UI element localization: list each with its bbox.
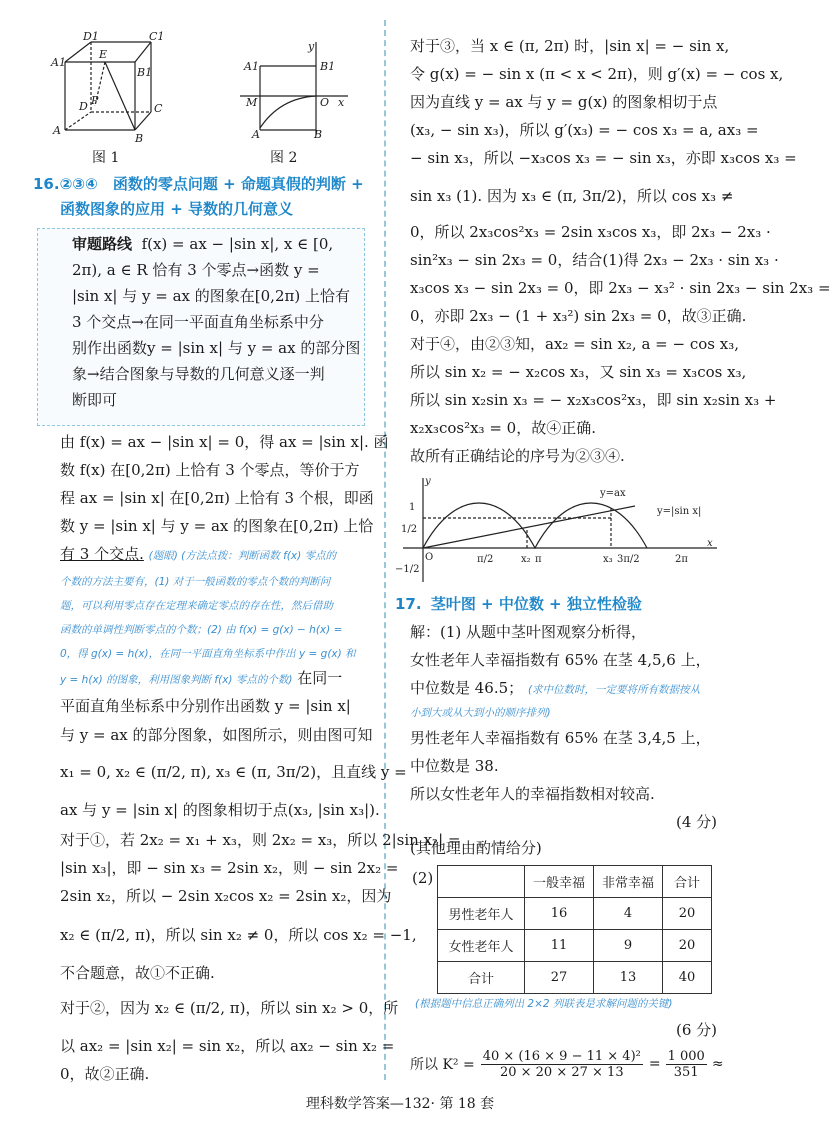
fig2-label-A: A <box>252 128 260 141</box>
body3-line-7: sin²x₃ − sin 2x₃ = 0，结合(1)得 2x₃ − 2x₃ · sin x₃ · <box>410 251 779 269</box>
k2-fraction <box>481 1049 643 1080</box>
q17-line2-1: 中位数是 38. <box>410 757 499 775</box>
q16-number: 16. <box>33 175 60 193</box>
table-cell: 13 <box>594 962 663 994</box>
body3-line-12: 所以 sin x₂sin x₃ = − x₂x₃cos²x₃，即 sin x₂sin x₃ + <box>410 391 777 409</box>
note-line-2: 函数的单调性判断零点的个数；(2) 由 f(x) = g(x) − h(x) = <box>60 624 343 636</box>
sine-line-graph <box>395 474 725 584</box>
q17-line2-2: 所以女性老年人的幸福指数相对较高. <box>410 785 655 803</box>
body2-line-5: |sin x₃|，即 − sin x₃ = 2sin x₂，则 − sin 2x₂ = <box>60 859 399 877</box>
graph-ytick-neg-half: −1/2 <box>395 564 420 575</box>
body2-line-0: 平面直角坐标系中分别作出函数 y = |sin x| <box>60 697 351 715</box>
fig2-label-M: M <box>246 96 258 109</box>
graph-xtick-pi-2: π/2 <box>477 554 494 565</box>
body1-last: 有 3 个交点. <box>60 545 144 563</box>
q17-line-1: 女性老年人幸福指数有 65% 在茎 4,5,6 上， <box>410 651 711 669</box>
fig2-label-B1: B1 <box>320 60 336 73</box>
graph-ytick-half: 1/2 <box>401 524 418 535</box>
route-text-0: f(x) = ax − |sin x|, x ∈ [0, <box>141 235 334 253</box>
q17-note-a: (求中位数时，一定要将所有数据按从 <box>527 684 701 696</box>
body3-line-11: 所以 sin x₂ = − x₂cos x₃，又 sin x₃ = x₃cos x₃, <box>410 363 747 381</box>
fig1-label-E: E <box>99 48 108 61</box>
fig1-label-D1: D1 <box>83 30 99 43</box>
q17-line-0: 解：(1) 从题中茎叶图观察分析得， <box>410 623 647 641</box>
table-cell: 20 <box>663 898 712 930</box>
body3-line-14: 故所有正确结论的序号为②③④. <box>410 447 625 465</box>
q16-heading <box>33 174 364 194</box>
q17-topic: 茎叶图 + 中位数 + 独立性检验 <box>430 595 642 613</box>
body3-line-13: x₂x₃cos²x₃ = 0，故④正确. <box>410 419 596 437</box>
route-line-2: |sin x| 与 y = ax 的图象在[0,2π) 上恰有 <box>72 287 350 305</box>
body3-line-9: 0，亦即 2x₃ − (1 + x₃²) sin 2x₃ = 0，故③正确. <box>410 307 747 325</box>
body3-line-1: 令 g(x) = − sin x (π < x < 2π)，则 g′(x) = − cos x, <box>410 65 784 83</box>
body2-line-9: 对于②，因为 x₂ ∈ (π/2, π)，所以 sin x₂ > 0，所 <box>60 999 399 1017</box>
k2-equals: = <box>648 1056 661 1072</box>
body2-line-10: 以 ax₂ = |sin x₂| = sin x₂，所以 ax₂ − sin x₂ = <box>60 1037 395 1055</box>
table-cell: 4 <box>594 898 663 930</box>
graph-xtick-3pi-2: 3π/2 <box>617 554 640 565</box>
body2-line-4: 对于①，若 2x₂ = x₁ + x₃，则 2x₂ = x₃，所以 2|sin x₂| = <box>60 831 461 849</box>
fig1-label-B1: B1 <box>137 66 153 79</box>
graph-axis-x: x <box>707 538 713 549</box>
q17-number: 17. <box>395 595 422 613</box>
body2-line-2: x₁ = 0, x₂ ∈ (π/2, π), x₃ ∈ (π, 3π/2)，且直线 y = <box>60 763 407 781</box>
figure-1-caption: 图 1 <box>92 150 120 166</box>
q17-score2: (6 分) <box>676 1021 718 1039</box>
route-line-6: 断即可 <box>72 391 118 409</box>
column-divider <box>384 20 386 1080</box>
graph-xtick-x3: x₃ <box>603 554 613 565</box>
figure-2-graph <box>240 40 350 140</box>
note-1: (题眼) (方法点拨：判断函数 f(x) 零点的 <box>148 550 337 562</box>
q17-score1: (4 分) <box>676 813 718 831</box>
figure-1-cube <box>51 30 165 145</box>
table-cell: 27 <box>525 962 594 994</box>
graph-xtick-2pi: 2π <box>675 554 688 565</box>
fig1-label-D: D <box>79 100 88 113</box>
q17-other: (其他理由酌情给分) <box>410 839 542 857</box>
table-cell: 16 <box>525 898 594 930</box>
q17-note-c: (根据题中信息正确列出 2×2 列联表是求解问题的关键) <box>415 998 673 1010</box>
table-cell: 合计 <box>438 962 525 994</box>
table-header-cell: 非常幸福 <box>594 866 663 898</box>
route-line-5: 象→结合图象与导数的几何意义逐一判 <box>72 365 325 383</box>
k2-prefix: 所以 K² = <box>410 1057 475 1073</box>
route-line-1: 2π), a ∈ R 恰有 3 个零点→函数 y = <box>72 261 320 279</box>
table-header-row <box>438 866 712 898</box>
fig2-label-O: O <box>320 96 330 109</box>
body3-line-2: 因为直线 y = ax 与 y = g(x) 的图象相切于点 <box>410 93 718 111</box>
body3-line-5: sin x₃ (1). 因为 x₃ ∈ (π, 3π/2)，所以 cos x₃ ≠ <box>410 187 734 205</box>
fig1-label-A: A <box>53 124 61 137</box>
table-cell: 20 <box>663 930 712 962</box>
fig1-label-B: B <box>135 132 144 145</box>
graph-ytick-1: 1 <box>409 502 416 513</box>
q16-answer: ②③④ <box>59 175 98 193</box>
q17-heading <box>395 594 642 614</box>
note-last: y = h(x) 的图象，利用图象判断 f(x) 零点的个数) <box>60 674 293 686</box>
k2-result-fraction <box>666 1049 707 1080</box>
fig1-label-C: C <box>154 102 163 115</box>
body2-line-1: 与 y = ax 的部分图象，如图所示，则由图可知 <box>60 726 373 744</box>
table-cell: 女性老年人 <box>438 930 525 962</box>
body3-line-6: 0，所以 2x₃cos²x₃ = 2sin x₃cos x₃，即 2x₃ − 2x₃ · <box>410 223 771 241</box>
body3-line-8: x₃cos x₃ − sin 2x₃ = 0，即 2x₃ − x₃² · sin 2x₃ − sin 2x₃ = <box>410 279 831 297</box>
body1-line-0: 由 f(x) = ax − |sin x| = 0，得 ax = |sin x|. 函 <box>60 433 389 451</box>
body2-line-7: x₂ ∈ (π/2, π)，所以 sin x₂ ≠ 0，所以 cos x₂ = −1, <box>60 926 417 944</box>
k2-formula <box>410 1046 724 1082</box>
fig2-label-y: y <box>308 40 315 53</box>
fig1-label-P: P <box>91 94 99 107</box>
table-cell: 9 <box>594 930 663 962</box>
k2-numerator: 40 × (16 × 9 − 11 × 4)² <box>482 1048 641 1064</box>
route-line-4: 别作出函数y = |sin x| 与 y = ax 的部分图 <box>72 339 361 357</box>
fig1-label-C1: C1 <box>149 30 165 43</box>
note-line-3: 0，得 g(x) = h(x)，在同一平面直角坐标系中作出 y = g(x) 和 <box>60 648 356 660</box>
table-row <box>438 898 712 930</box>
note-line-1: 题，可以利用零点存在定理来确定零点的存在性，然后借助 <box>60 600 333 612</box>
fig2-label-B: B <box>314 128 323 141</box>
body2-line-11: 0，故②正确. <box>60 1065 150 1083</box>
body1-line-3: 数 y = |sin x| 与 y = ax 的图象在[0,2π) 上恰 <box>60 517 374 535</box>
table-header-cell: 合计 <box>663 866 712 898</box>
body2-line-8: 不合题意，故①不正确. <box>60 964 215 982</box>
body1-line-1: 数 f(x) 在[0,2π) 上恰有 3 个零点，等价于方 <box>60 461 360 479</box>
body1-line-4 <box>60 544 336 566</box>
route-line-3: 3 个交点→在同一平面直角坐标系中分 <box>72 313 324 331</box>
q17-part2: (2) <box>412 869 434 887</box>
table-header-cell: 一般幸福 <box>525 866 594 898</box>
route-line-0 <box>72 234 333 254</box>
q17-line2-0: 男性老年人幸福指数有 65% 在茎 3,4,5 上， <box>410 729 711 747</box>
graph-curve-label: y=|sin x| <box>657 506 702 517</box>
graph-xtick-x2: x₂ <box>521 554 531 565</box>
table-row <box>438 962 712 994</box>
table-row <box>438 930 712 962</box>
page-footer: 理科数学答案—132· 第 18 套 <box>305 1096 495 1112</box>
q16-topic-line1: 函数的零点问题 + 命题真假的判断 + <box>112 175 364 193</box>
note-line-4 <box>60 668 342 690</box>
body2-line-6: 2sin x₂，所以 − 2sin x₂cos x₂ = 2sin x₂，因为 <box>60 887 392 905</box>
k2-denominator: 20 × 20 × 27 × 13 <box>499 1064 624 1080</box>
body3-line-0: 对于③，当 x ∈ (π, 2π) 时，|sin x| = − sin x, <box>410 37 730 55</box>
body3-line-10: 对于④，由②③知，ax₂ = sin x₂, a = − cos x₃, <box>410 335 739 353</box>
table-cell: 男性老年人 <box>438 898 525 930</box>
contingency-table <box>437 865 712 994</box>
k2-result-denominator: 351 <box>673 1064 699 1080</box>
note-line-0: 个数的方法主要有，(1) 对于一般函数的零点个数的判断问 <box>60 576 331 588</box>
graph-origin: O <box>425 552 434 563</box>
q17-note-b: 小到大或从大到小的顺序排列) <box>410 707 551 719</box>
body3-line-4: − sin x₃，所以 −x₃cos x₃ = − sin x₃，亦即 x₃cos x₃ = <box>410 149 797 167</box>
body3-line-3: (x₃, − sin x₃)，所以 g′(x₃) = − cos x₃ = a, ax₃ = <box>410 121 759 139</box>
q17-median1: 中位数是 46.5； <box>410 679 524 697</box>
q17-median-line <box>410 678 700 700</box>
fig2-label-A1: A1 <box>244 60 259 73</box>
k2-result-numerator: 1 000 <box>667 1048 705 1064</box>
k2-approx: ≈ <box>711 1056 724 1072</box>
route-label: 审题路线 <box>72 235 133 253</box>
q16-topic-line2: 函数图象的应用 + 导数的几何意义 <box>60 200 294 218</box>
graph-axis-y: y <box>425 476 431 487</box>
body1-line-2: 程 ax = |sin x| 在[0,2π) 上恰有 3 个根，即函 <box>60 489 374 507</box>
table-cell: 40 <box>663 962 712 994</box>
table-header-cell <box>438 866 525 898</box>
table-cell: 11 <box>525 930 594 962</box>
graph-line-label: y=ax <box>600 488 626 499</box>
note-tail: 在同一 <box>297 669 343 687</box>
figure-2-caption: 图 2 <box>270 150 298 166</box>
graph-xtick-pi: π <box>535 554 542 565</box>
fig1-label-A1: A1 <box>51 56 66 69</box>
fig2-label-x: x <box>338 96 345 109</box>
body2-line-3: ax 与 y = |sin x| 的图象相切于点(x₃, |sin x₃|). <box>60 801 380 819</box>
